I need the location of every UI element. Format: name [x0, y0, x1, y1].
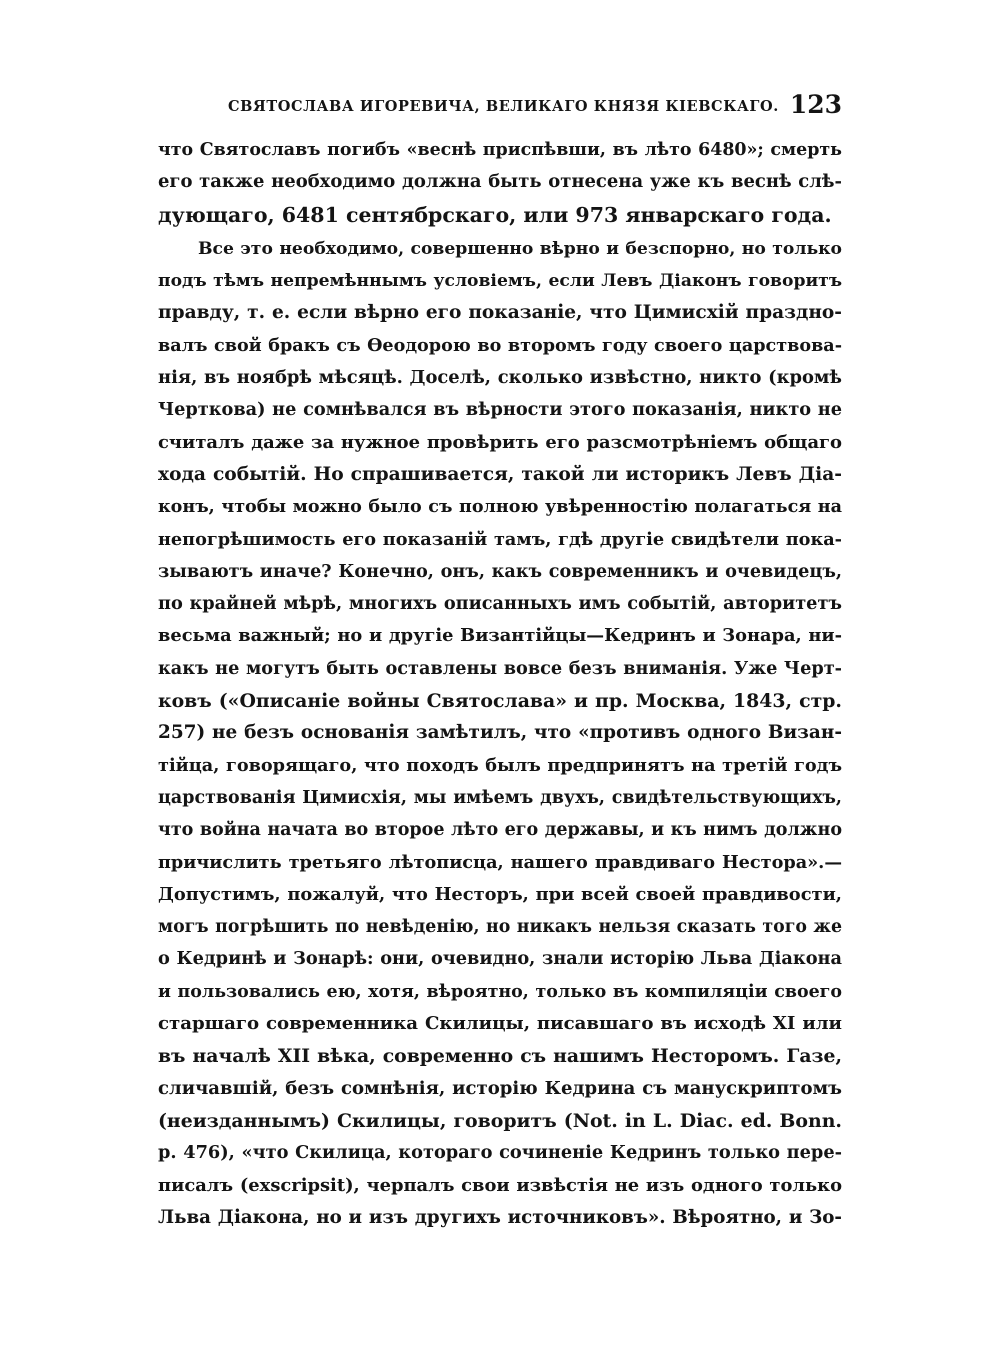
text-line: нія, въ ноябрѣ мѣсяцѣ. Доселѣ, сколько извѣстно, никто (кромѣ	[158, 367, 842, 389]
text-line: сличавшій, безъ сомнѣнія, исторію Кедрина съ манускриптомъ	[158, 1077, 842, 1099]
running-title: СВЯТОСЛАВА ИГОРЕВИЧА, ВЕЛИКАГО КНЯЗЯ КІЕВСКАГО.	[228, 98, 779, 115]
text-line: писалъ (exscripsit), черпалъ свои извѣстія не изъ одного только	[158, 1174, 842, 1196]
text-line: Льва Діакона, но и изъ другихъ источниковъ». Вѣроятно, и Зо-	[158, 1206, 842, 1228]
text-line: подъ тѣмъ непремѣннымъ условіемъ, если Левъ Діаконъ говоритъ	[158, 271, 842, 292]
text-line: дующаго, 6481 сентябрскаго, или 973 январскаго года.	[158, 202, 832, 227]
page-header	[158, 90, 842, 134]
text-line: могъ погрѣшить по невѣденію, но никакъ нельзя сказать того же	[158, 917, 842, 938]
text-line: правду, т. е. если вѣрно его показаніе, что Цимисхій праздно-	[158, 302, 842, 324]
text-line: по крайней мѣрѣ, многихъ описанныхъ имъ событій, авторитетъ	[158, 593, 842, 615]
text-line: Все это необходимо, совершенно вѣрно и безспорно, но только	[198, 238, 842, 259]
text-line: что Святославъ погибъ «веснѣ приспѣвши, въ лѣто 6480»; смерть	[158, 140, 842, 160]
text-line: о Кедринѣ и Зонарѣ: они, очевидно, знали исторію Льва Діакона	[158, 948, 842, 970]
text-line: p. 476), «что Скилица, котораго сочиненіе Кедринъ только пере-	[158, 1142, 842, 1164]
text-line: 257) не безъ основанія замѣтилъ, что «противъ одного Визан-	[158, 722, 842, 744]
text-line: хода событій. Но спрашивается, такой ли историкъ Левъ Діа-	[158, 463, 842, 485]
text-line: зываютъ иначе? Конечно, онъ, какъ современникъ и очевидецъ,	[158, 560, 842, 582]
text-line: что война начата во второе лѣто его державы, и къ нимъ должно	[158, 820, 842, 841]
text-line: и пользовались ею, хотя, вѣроятно, только въ компиляціи своего	[158, 981, 842, 1002]
text-line: непогрѣшимость его показаній тамъ, гдѣ другіе свидѣтели пока-	[158, 528, 842, 550]
text-line: (неизданнымъ) Скилицы, говоритъ (Not. in L. Diac. ed. Bonn.	[158, 1109, 842, 1132]
text-line: конъ, чтобы можно было съ полною увѣренностію полагаться на	[158, 497, 842, 518]
paragraph-2	[158, 233, 842, 1234]
text-line: Черткова) не сомнѣвался въ вѣрности этого показанія, никто не	[158, 399, 842, 421]
text-line: валъ свой бракъ съ Ѳеодорою во второмъ году своего царствова-	[158, 334, 842, 356]
text-line: царствованія Цимисхія, мы имѣемъ двухъ, свидѣтельствующихъ,	[158, 787, 842, 808]
page-number: 123	[789, 90, 842, 119]
text-line: Допустимъ, пожалуй, что Несторъ, при всей своей правдивости,	[158, 883, 842, 905]
text-line: какъ не могутъ быть оставлены вовсе безъ вниманія. Уже Черт-	[158, 657, 842, 679]
paragraph-1	[158, 134, 842, 231]
text-line: старшаго современника Скилицы, писавшаго въ исходѣ XI или	[158, 1013, 842, 1035]
text-line: причислить третьяго лѣтописца, нашего правдиваго Нестора».—	[158, 851, 842, 873]
text-line: его также необходимо должна быть отнесена уже къ веснѣ слѣ-	[158, 171, 842, 193]
text-line: считалъ даже за нужное провѣрить его разсмотрѣніемъ общаго	[158, 431, 842, 453]
text-line: тійца, говорящаго, что походъ былъ предпринятъ на третій годъ	[158, 754, 842, 776]
text-line: весьма важный; но и другіе Византійцы—Кедринъ и Зонара, ни-	[158, 625, 842, 647]
text-line: въ началѣ XII вѣка, современно съ нашимъ Несторомъ. Газе,	[158, 1045, 842, 1068]
text-line: ковъ («Описаніе войны Святослава» и пр. Москва, 1843, стр.	[158, 690, 842, 713]
book-page	[158, 90, 842, 1234]
